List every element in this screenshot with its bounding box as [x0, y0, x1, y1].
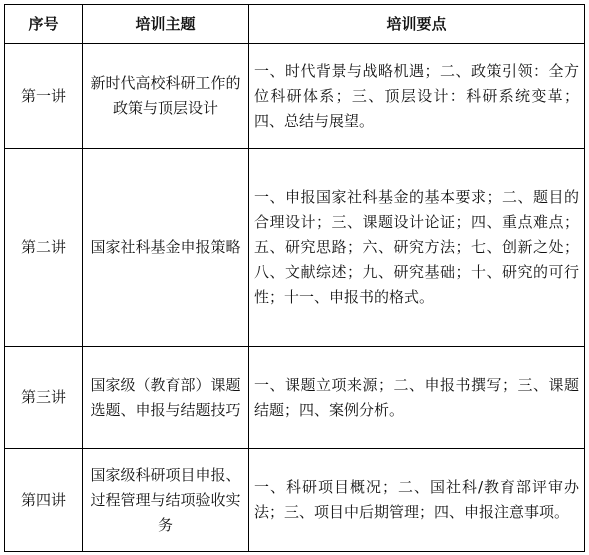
- header-number: 序号: [5, 5, 83, 44]
- table-row: [5, 44, 585, 149]
- lecture-topic: 国家级科研项目申报、过程管理与结项验收实务: [83, 449, 249, 552]
- header-points: 培训要点: [249, 5, 585, 44]
- lecture-number: 第二讲: [5, 149, 83, 347]
- table-header-row: [5, 5, 585, 44]
- lecture-points: 一、课题立项来源；二、申报书撰写；三、课题结题；四、案例分析。: [249, 347, 585, 449]
- table-row: [5, 449, 585, 552]
- table-row: [5, 149, 585, 347]
- training-schedule-table: [4, 4, 585, 552]
- lecture-number: 第三讲: [5, 347, 83, 449]
- header-topic: 培训主题: [83, 5, 249, 44]
- lecture-points: 一、科研项目概况；二、国社科/教育部评审办法；三、项目中后期管理；四、申报注意事项。: [249, 449, 585, 552]
- lecture-topic: 新时代高校科研工作的政策与顶层设计: [83, 44, 249, 149]
- lecture-points: 一、时代背景与战略机遇；二、政策引领：全方位科研体系；三、顶层设计：科研系统变革；四、总结与展望。: [249, 44, 585, 149]
- lecture-points: 一、申报国家社科基金的基本要求；二、题目的合理设计；三、课题设计论证；四、重点难点；五、研究思路；六、研究方法；七、创新之处；八、文献综述；九、研究基础；十、研究的可行性；十一、申报书的格式。: [249, 149, 585, 347]
- lecture-number: 第一讲: [5, 44, 83, 149]
- lecture-topic: 国家级（教育部）课题选题、申报与结题技巧: [83, 347, 249, 449]
- lecture-number: 第四讲: [5, 449, 83, 552]
- lecture-topic: 国家社科基金申报策略: [83, 149, 249, 347]
- table-row: [5, 347, 585, 449]
